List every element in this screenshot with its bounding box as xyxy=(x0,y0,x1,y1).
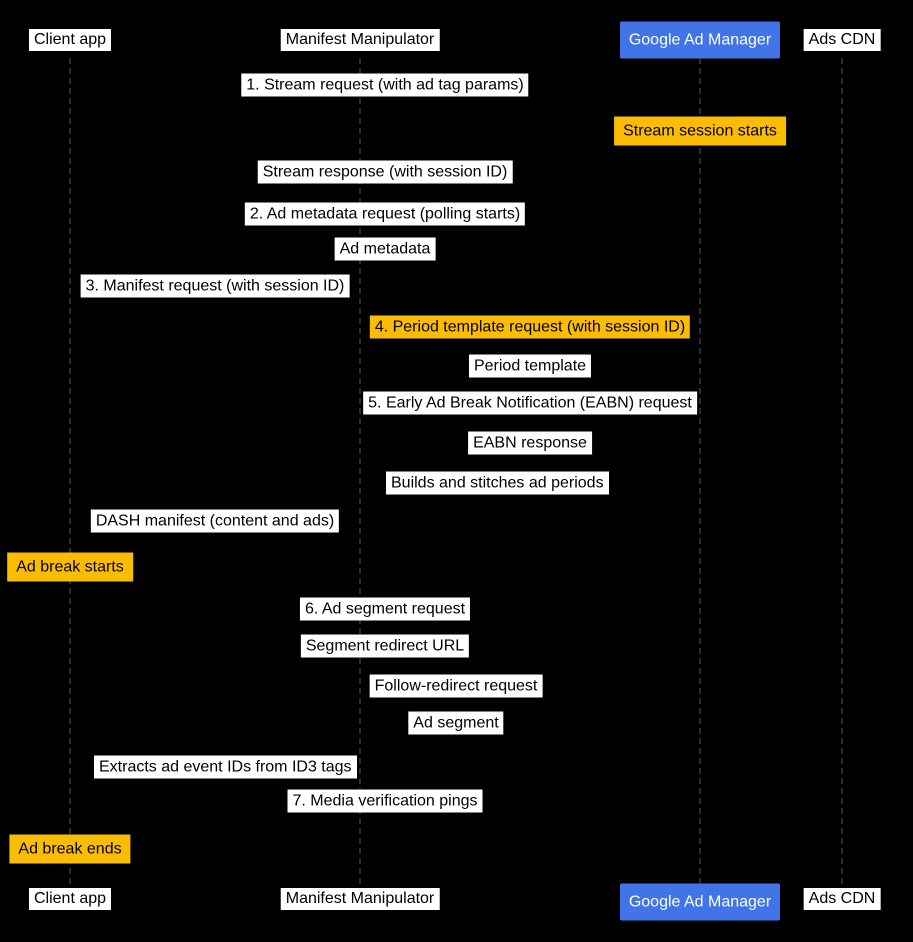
actor-manifest-manipulator-top: Manifest Manipulator xyxy=(281,29,440,51)
actor-client-app-bottom: Client app xyxy=(29,888,111,910)
message-period-template: Period template xyxy=(469,355,591,378)
message-period-template-request: 4. Period template request (with session ID) xyxy=(370,316,690,339)
message-segment-redirect-url: Segment redirect URL xyxy=(301,635,469,658)
actor-google-ad-manager-bottom: Google Ad Manager xyxy=(620,884,780,921)
actor-ads-cdn-bottom: Ads CDN xyxy=(804,888,881,910)
message-ad-metadata-request: 2. Ad metadata request (polling starts) xyxy=(245,203,525,226)
message-follow-redirect-request: Follow-redirect request xyxy=(370,675,543,698)
self-message-builds-stitches-ad-periods: Builds and stitches ad periods xyxy=(386,472,609,495)
actor-manifest-manipulator-bottom: Manifest Manipulator xyxy=(281,888,440,910)
message-eabn-request: 5. Early Ad Break Notification (EABN) request xyxy=(363,392,697,415)
note-stream-session-starts: Stream session starts xyxy=(614,117,786,146)
actor-client-app-top: Client app xyxy=(29,29,111,51)
message-stream-response: Stream response (with session ID) xyxy=(258,161,513,184)
message-eabn-response: EABN response xyxy=(468,432,592,455)
message-ad-segment-request: 6. Ad segment request xyxy=(300,598,470,621)
lifeline-client-app xyxy=(69,58,71,884)
message-ad-metadata: Ad metadata xyxy=(335,238,436,261)
note-ad-break-starts: Ad break starts xyxy=(7,553,133,582)
message-stream-request: 1. Stream request (with ad tag params) xyxy=(241,74,528,97)
message-dash-manifest: DASH manifest (content and ads) xyxy=(91,510,339,533)
actor-ads-cdn-top: Ads CDN xyxy=(804,29,881,51)
message-ad-segment: Ad segment xyxy=(408,712,503,735)
self-message-extracts-ad-event-ids: Extracts ad event IDs from ID3 tags xyxy=(94,756,357,779)
lifeline-google-ad-manager xyxy=(699,58,701,884)
actor-google-ad-manager-top: Google Ad Manager xyxy=(620,22,780,59)
note-ad-break-ends: Ad break ends xyxy=(9,835,130,864)
message-manifest-request: 3. Manifest request (with session ID) xyxy=(81,275,350,298)
lifeline-ads-cdn xyxy=(841,58,843,884)
message-media-verification-pings: 7. Media verification pings xyxy=(288,790,483,813)
